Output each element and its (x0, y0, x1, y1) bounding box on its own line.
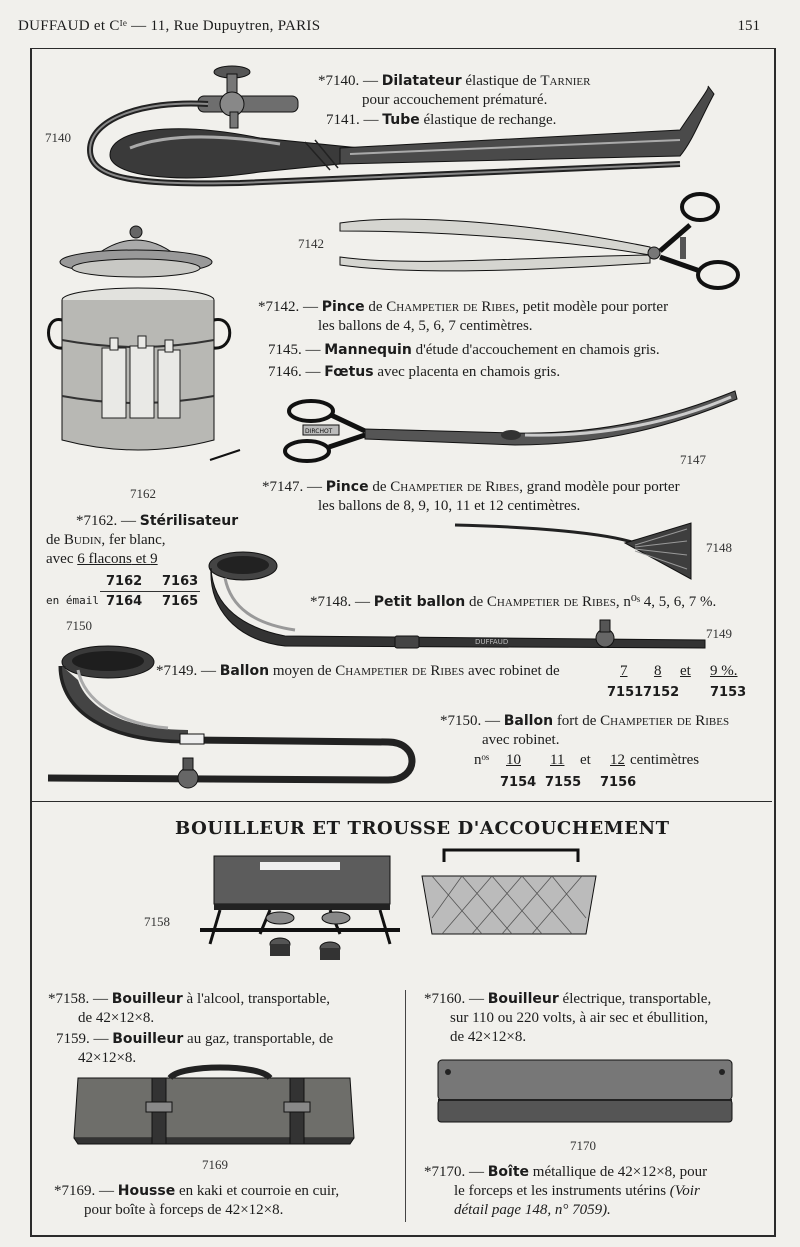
size-7150-3: 12 (610, 752, 625, 768)
price-7165: 7165 (162, 594, 199, 609)
price-7153: 7153 (710, 685, 747, 700)
desc-7162: *7162. — Stérilisateur (76, 513, 239, 529)
desc-7140: *7140. — Dilatateur élastique de Tarnier (318, 73, 591, 89)
desc-7169: *7169. — Housse en kaki et courroie en cuir, (54, 1183, 340, 1199)
desc-7146: 7146. — Fœtus avec placenta en chamois gris. (268, 364, 561, 380)
page-number: 151 (737, 18, 760, 34)
desc-7142: *7142. — Pince de Champetier de Ribes, petit modèle pour porter (258, 299, 669, 315)
desc-7150: *7150. — Ballon fort de Champetier de Ribes (440, 713, 730, 729)
page-header (18, 18, 760, 42)
pince-grand-illustration (275, 385, 745, 475)
label-7169: 7169 (202, 1157, 228, 1172)
housse-illustration (70, 1068, 360, 1148)
label-7158: 7158 (144, 914, 170, 929)
price-7163: 7163 (162, 574, 199, 589)
desc-7160-line2: sur 110 ou 220 volts, à air sec et ébullition, (450, 1010, 709, 1026)
price-7156: 7156 (600, 775, 637, 790)
desc-7149: *7149. — Ballon moyen de Champetier de Ribes avec robinet de (156, 663, 560, 679)
label-7149: 7149 (706, 626, 732, 641)
price-7151: 7151 (607, 685, 644, 700)
size-7149-1: 7 (620, 663, 628, 679)
label-7148: 7148 (706, 540, 732, 555)
label-7150: 7150 (66, 618, 92, 633)
boite-illustration (436, 1058, 736, 1130)
section-title: BOUILLEUR ET TROUSSE D'ACCOUCHEMENT (175, 818, 670, 839)
desc-7158-line2: de 42×12×8. (78, 1010, 155, 1026)
unit-7150: centimètres (630, 752, 700, 768)
desc-7142-line2: les ballons de 4, 5, 6, 7 centimètres. (318, 318, 533, 334)
desc-7158: *7158. — Bouilleur à l'alcool, transportable, (48, 991, 331, 1007)
desc-7170-line3: détail page 148, n° 7059). (454, 1202, 611, 1218)
size-7149-et: et (680, 663, 691, 679)
desc-7148: *7148. — Petit ballon de Champetier de Ribes, n⁰ˢ 4, 5, 6, 7 %. (310, 594, 717, 610)
label-7162: 7162 (130, 486, 156, 501)
price-7155: 7155 (545, 775, 582, 790)
label-7142: 7142 (298, 236, 324, 251)
ballon-engraving: DUFFAUD (475, 638, 509, 646)
desc-7160-line3: de 42×12×8. (450, 1029, 527, 1045)
header-address: DUFFAUD et Cᴵᵉ — 11, Rue Dupuytren, PARIS (18, 18, 321, 34)
desc-7169-line2: pour boîte à forceps de 42×12×8. (84, 1202, 284, 1218)
price-7152: 7152 (643, 685, 680, 700)
desc-7150-line2: avec robinet. (482, 732, 560, 748)
label-7140: 7140 (45, 130, 71, 145)
desc-7170: *7170. — Boîte métallique de 42×12×8, pour (424, 1164, 708, 1180)
size-7149-2: 8 (654, 663, 662, 679)
desc-7141: 7141. — Tube élastique de rechange. (326, 112, 557, 128)
label-en-email: en émail (46, 594, 99, 607)
desc-7147: *7147. — Pince de Champetier de Ribes, grand modèle pour porter (262, 479, 680, 495)
desc-7147-line2: les ballons de 8, 9, 10, 11 et 12 centimètres. (318, 498, 581, 514)
size-7150-et: et (580, 752, 591, 768)
pince-engraving: DIRCHOT (305, 428, 333, 435)
size-7149-3: 9 %. (710, 663, 738, 679)
bouilleur-illustration (200, 848, 620, 968)
desc-7159-line2: 42×12×8. (78, 1050, 137, 1066)
size-7150-2: 11 (550, 752, 565, 768)
price-7162: 7162 (106, 574, 143, 589)
column-divider (405, 990, 406, 1222)
nos-7150: nᵒˢ (474, 752, 490, 768)
desc-7145: 7145. — Mannequin d'étude d'accouchement en chamois gris. (268, 342, 660, 358)
sterilisateur-illustration (50, 220, 250, 490)
price-7164: 7164 (106, 594, 143, 609)
label-7147: 7147 (680, 452, 706, 467)
desc-7140-line2: pour accouchement prématuré. (362, 92, 548, 108)
desc-7170-line2: le forceps et les instruments utérins (Voir (454, 1183, 700, 1199)
size-7150-1: 10 (506, 752, 521, 768)
desc-7162-line2: de Budin, fer blanc, (46, 532, 166, 548)
desc-7159: 7159. — Bouilleur au gaz, transportable, de (56, 1031, 334, 1047)
section-divider (32, 801, 772, 802)
price-row-line (100, 591, 200, 592)
price-7154: 7154 (500, 775, 537, 790)
desc-7162-line3: avec 6 flacons et 9 (46, 551, 158, 567)
desc-7160: *7160. — Bouilleur électrique, transportable, (424, 991, 712, 1007)
label-7170: 7170 (570, 1138, 596, 1153)
pince-petit-illustration (330, 185, 740, 295)
